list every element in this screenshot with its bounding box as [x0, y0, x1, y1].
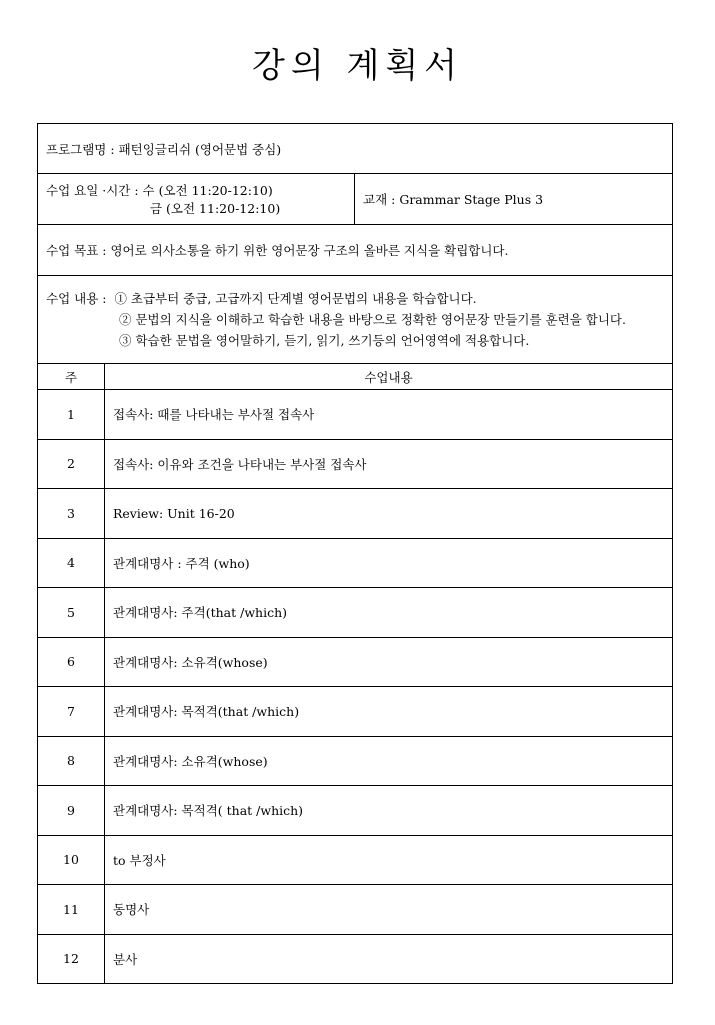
content-label: 수업 내용: [46, 291, 99, 306]
table-row: [38, 934, 673, 984]
week-number: 10: [38, 835, 105, 885]
schedule-line-1: 수 (오전 11:20-12:10): [142, 183, 273, 198]
week-content: 관계대명사: 주격(that /which): [105, 588, 673, 638]
week-number: 9: [38, 786, 105, 836]
week-number: 12: [38, 934, 105, 984]
goal-label: 수업 목표: [46, 243, 99, 258]
table-row: [38, 637, 673, 687]
table-row: [38, 736, 673, 786]
week-number: 8: [38, 736, 105, 786]
content-item-1: ① 초급부터 중급, 고급까지 단계별 영어문법의 내용을 학습합니다.: [114, 291, 477, 306]
week-number: 1: [38, 390, 105, 440]
week-content: 관계대명사: 목적격(that /which): [105, 687, 673, 737]
week-number: 7: [38, 687, 105, 737]
content-row: 수업 내용 : ① 초급부터 중급, 고급까지 단계별 영어문법의 내용을 학습합니다. ② 문법의 지식을 이해하고 학습한 내용을 바탕으로 정확한 영어문장 만들기를 훈련을 합니다. ③ 학습한 문법을 영어말하기, 듣기, 읽기, 쓰기등의 언어영역에 적용합니다.: [38, 276, 673, 364]
week-content: 관계대명사: 소유격(whose): [105, 637, 673, 687]
week-content: to 부정사: [105, 835, 673, 885]
week-content: 관계대명사 : 주격 (who): [105, 538, 673, 588]
textbook-cell: 교재 : Grammar Stage Plus 3: [355, 174, 673, 225]
program-label: 프로그램명: [46, 141, 107, 157]
header-week: 주: [38, 364, 105, 390]
week-number: 2: [38, 439, 105, 489]
week-content: 접속사: 이유와 조건을 나타내는 부사절 접속사: [105, 439, 673, 489]
table-header-row: [38, 364, 673, 390]
week-content: 관계대명사: 소유격(whose): [105, 736, 673, 786]
schedule-cell: 수업 요일 ·시간 : 수 (오전 11:20-12:10) 금 (오전 11:20-12:10): [38, 174, 355, 225]
table-row: [38, 835, 673, 885]
document-title: 강의 계획서: [251, 46, 464, 86]
week-content: 접속사: 때를 나타내는 부사절 접속사: [105, 390, 673, 440]
table-row: [38, 885, 673, 935]
week-content: 관계대명사: 목적격( that /which): [105, 786, 673, 836]
content-item-2: ② 문법의 지식을 이해하고 학습한 내용을 바탕으로 정확한 영어문장 만들기를 훈련을 합니다.: [119, 312, 626, 327]
table-row: [38, 489, 673, 539]
week-content: 동명사: [105, 885, 673, 935]
week-number: 5: [38, 588, 105, 638]
schedule-label: 수업 요일 ·시간: [46, 183, 131, 198]
week-number: 11: [38, 885, 105, 935]
table-row: [38, 588, 673, 638]
week-content: 분사: [105, 934, 673, 984]
table-row: [38, 390, 673, 440]
table-row: [38, 786, 673, 836]
week-number: 4: [38, 538, 105, 588]
syllabus-table: [37, 123, 673, 984]
program-value: 패턴잉글리쉬 (영어문법 중심): [118, 141, 282, 157]
schedule-line-2: 금 (오전 11:20-12:10): [150, 201, 281, 216]
week-number: 6: [38, 637, 105, 687]
content-item-3: ③ 학습한 문법을 영어말하기, 듣기, 읽기, 쓰기등의 언어영역에 적용합니다.: [119, 333, 530, 348]
header-content: 수업내용: [105, 364, 673, 390]
goal-value: 영어로 의사소통을 하기 위한 영어문장 구조의 올바른 지식을 확립합니다.: [110, 243, 509, 258]
week-number: 3: [38, 489, 105, 539]
goal-row: 수업 목표 : 영어로 의사소통을 하기 위한 영어문장 구조의 올바른 지식을 확립합니다.: [38, 225, 673, 276]
textbook-label: 교재: [363, 192, 388, 207]
textbook-value: Grammar Stage Plus 3: [399, 192, 544, 207]
week-content: Review: Unit 16-20: [105, 489, 673, 539]
table-row: [38, 687, 673, 737]
program-row: 프로그램명 : 패턴잉글리쉬 (영어문법 중심): [38, 124, 673, 174]
schedule-row: [38, 174, 673, 225]
table-row: [38, 439, 673, 489]
table-row: [38, 538, 673, 588]
